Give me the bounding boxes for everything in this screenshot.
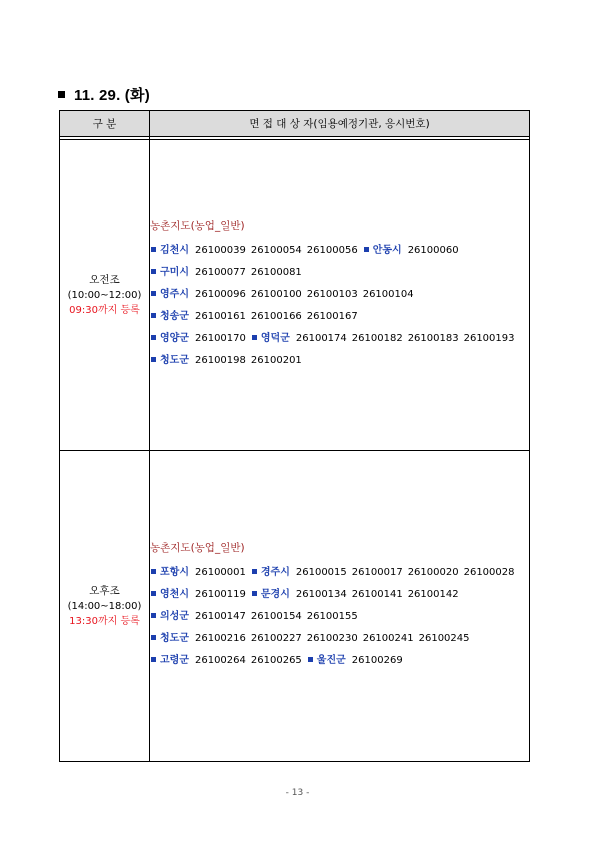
exam-number: 26100155 bbox=[306, 611, 358, 622]
exam-number: 26100161 bbox=[194, 311, 246, 322]
candidate-line bbox=[150, 262, 529, 284]
table-header-row bbox=[60, 111, 530, 137]
agency-name: 고령군 bbox=[160, 655, 189, 666]
candidate-category: 농촌지도(농업_일반) bbox=[150, 220, 245, 232]
candidate-line bbox=[150, 284, 529, 306]
agency-name: 영주시 bbox=[160, 289, 189, 300]
candidate-lines bbox=[150, 562, 529, 672]
session-time: (14:00~18:00) bbox=[67, 600, 142, 612]
agency-name: 청도군 bbox=[160, 633, 189, 644]
blue-square-bullet-icon bbox=[151, 635, 156, 640]
blue-square-bullet-icon bbox=[252, 591, 257, 596]
page-number: - 13 - bbox=[285, 788, 310, 798]
exam-number: 26100154 bbox=[250, 611, 302, 622]
square-bullet-icon bbox=[58, 91, 65, 98]
blue-square-bullet-icon bbox=[151, 657, 156, 662]
exam-number: 26100141 bbox=[351, 589, 403, 600]
exam-number: 26100017 bbox=[351, 567, 403, 578]
blue-square-bullet-icon bbox=[151, 313, 156, 318]
candidate-line bbox=[150, 240, 529, 262]
exam-number: 26100264 bbox=[194, 655, 246, 666]
exam-number: 26100039 bbox=[194, 245, 246, 256]
blue-square-bullet-icon bbox=[364, 247, 369, 252]
agency-name: 구미시 bbox=[160, 267, 189, 278]
blue-square-bullet-icon bbox=[252, 335, 257, 340]
candidate-lines bbox=[150, 240, 529, 372]
exam-number: 26100201 bbox=[250, 355, 302, 366]
session-register-time: 13:30까지 등록 bbox=[69, 615, 140, 627]
agency-name: 울진군 bbox=[316, 655, 346, 666]
session-label-morning bbox=[60, 140, 150, 451]
candidate-line bbox=[150, 350, 529, 372]
session-register-time: 09:30까지 등록 bbox=[69, 304, 140, 316]
candidate-line bbox=[150, 328, 529, 350]
interview-schedule-table bbox=[59, 110, 530, 762]
session-row-morning bbox=[60, 140, 530, 451]
agency-name: 청송군 bbox=[160, 311, 189, 322]
candidate-category: 농촌지도(농업_일반) bbox=[150, 542, 245, 554]
header-category: 구 분 bbox=[60, 111, 150, 137]
candidate-line bbox=[150, 650, 529, 672]
exam-number: 26100001 bbox=[194, 567, 246, 578]
exam-number: 26100269 bbox=[351, 655, 403, 666]
exam-number: 26100119 bbox=[194, 589, 246, 600]
agency-name: 영양군 bbox=[160, 333, 189, 344]
session-candidates-afternoon bbox=[150, 451, 530, 762]
exam-number: 26100193 bbox=[463, 333, 515, 344]
candidate-line bbox=[150, 628, 529, 650]
exam-number: 26100198 bbox=[194, 355, 246, 366]
session-time: (10:00~12:00) bbox=[67, 289, 142, 301]
exam-number: 26100020 bbox=[407, 567, 459, 578]
exam-number: 26100183 bbox=[407, 333, 459, 344]
exam-number: 26100077 bbox=[194, 267, 246, 278]
exam-number: 26100028 bbox=[463, 567, 515, 578]
candidate-line bbox=[150, 562, 529, 584]
section-heading bbox=[58, 84, 150, 105]
blue-square-bullet-icon bbox=[151, 591, 156, 596]
session-candidates-morning bbox=[150, 140, 530, 451]
blue-square-bullet-icon bbox=[151, 357, 156, 362]
blue-square-bullet-icon bbox=[151, 613, 156, 618]
exam-number: 26100103 bbox=[306, 289, 358, 300]
agency-name: 경주시 bbox=[260, 567, 290, 578]
candidate-line bbox=[150, 306, 529, 328]
exam-number: 26100265 bbox=[250, 655, 302, 666]
exam-number: 26100227 bbox=[250, 633, 302, 644]
heading-title: 11. 29. (화) bbox=[74, 87, 150, 104]
exam-number: 26100134 bbox=[295, 589, 347, 600]
header-candidates: 면 접 대 상 자(임용예정기관, 응시번호) bbox=[150, 111, 530, 137]
session-row-afternoon bbox=[60, 451, 530, 762]
exam-number: 26100166 bbox=[250, 311, 302, 322]
exam-number: 26100096 bbox=[194, 289, 246, 300]
exam-number: 26100015 bbox=[295, 567, 347, 578]
exam-number: 26100147 bbox=[194, 611, 246, 622]
session-name: 오후조 bbox=[89, 584, 120, 597]
exam-number: 26100230 bbox=[306, 633, 358, 644]
agency-name: 의성군 bbox=[160, 611, 189, 622]
blue-square-bullet-icon bbox=[308, 657, 313, 662]
exam-number: 26100100 bbox=[250, 289, 302, 300]
blue-square-bullet-icon bbox=[151, 291, 156, 296]
exam-number: 26100081 bbox=[250, 267, 302, 278]
agency-name: 안동시 bbox=[372, 245, 402, 256]
exam-number: 26100056 bbox=[306, 245, 358, 256]
blue-square-bullet-icon bbox=[252, 569, 257, 574]
agency-name: 영덕군 bbox=[260, 333, 290, 344]
candidate-line bbox=[150, 584, 529, 606]
agency-name: 문경시 bbox=[260, 589, 290, 600]
session-name: 오전조 bbox=[89, 273, 120, 286]
exam-number: 26100241 bbox=[362, 633, 414, 644]
agency-name: 청도군 bbox=[160, 355, 189, 366]
exam-number: 26100104 bbox=[362, 289, 414, 300]
agency-name: 포항시 bbox=[160, 567, 189, 578]
blue-square-bullet-icon bbox=[151, 569, 156, 574]
exam-number: 26100170 bbox=[194, 333, 246, 344]
exam-number: 26100182 bbox=[351, 333, 403, 344]
exam-number: 26100216 bbox=[194, 633, 246, 644]
exam-number: 26100142 bbox=[407, 589, 459, 600]
exam-number: 26100174 bbox=[295, 333, 347, 344]
exam-number: 26100245 bbox=[418, 633, 470, 644]
agency-name: 김천시 bbox=[160, 245, 189, 256]
exam-number: 26100167 bbox=[306, 311, 358, 322]
candidate-line bbox=[150, 606, 529, 628]
exam-number: 26100054 bbox=[250, 245, 302, 256]
blue-square-bullet-icon bbox=[151, 269, 156, 274]
blue-square-bullet-icon bbox=[151, 247, 156, 252]
blue-square-bullet-icon bbox=[151, 335, 156, 340]
agency-name: 영천시 bbox=[160, 589, 189, 600]
exam-number: 26100060 bbox=[407, 245, 459, 256]
session-label-afternoon bbox=[60, 451, 150, 762]
